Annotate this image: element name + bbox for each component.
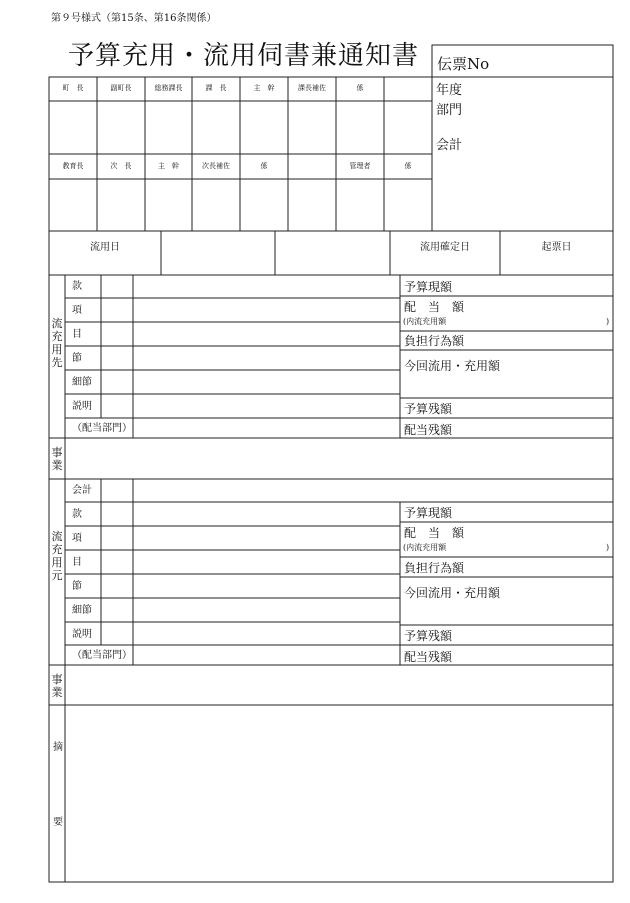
- dest-close-paren: ): [606, 317, 610, 326]
- approval-label: 係: [356, 84, 364, 92]
- dest-row-label: 項: [72, 305, 82, 316]
- approval-label: 教育長: [62, 162, 84, 170]
- approval-label: 主 幹: [253, 84, 275, 92]
- ryuyo-date-label: 流用日: [90, 242, 120, 253]
- src-genkaku: 予算現額: [404, 506, 453, 520]
- approval-label: 次長補佐: [202, 162, 230, 170]
- page-title: 予算充用・流用伺書兼通知書: [68, 41, 420, 71]
- src-row-label: 項: [72, 533, 82, 544]
- dest-futan: 負担行為額: [404, 334, 465, 348]
- approval-label: 主 幹: [158, 162, 179, 170]
- src-row-label: 目: [72, 557, 82, 568]
- src-jigyo-label: 事業: [51, 673, 63, 699]
- src-konkai: 今回流用・充用額: [404, 586, 501, 600]
- src-side-label: 流充用元: [51, 530, 63, 582]
- approval-label: 課長補佐: [298, 84, 326, 92]
- approval-label: 係: [260, 162, 268, 170]
- account-label: 会計: [436, 138, 463, 153]
- dest-haito-bumon: （配当部門）: [72, 423, 132, 434]
- approval-label: 係: [404, 162, 412, 170]
- dest-zangaku: 予算残額: [404, 402, 453, 416]
- src-zangaku: 予算残額: [404, 629, 453, 643]
- dest-row-label: 細節: [72, 377, 92, 388]
- dest-row-label: 目: [72, 329, 82, 340]
- src-row-label: 節: [72, 581, 82, 592]
- src-row-label: 細節: [72, 605, 92, 616]
- dest-uchi: (内流充用額: [403, 317, 447, 326]
- src-futan: 負担行為額: [404, 561, 465, 575]
- kakutei-date-label: 流用確定日: [420, 242, 470, 253]
- dest-row-label: 節: [72, 353, 82, 364]
- dest-jigyo-label: 事業: [51, 446, 63, 472]
- approval-label: 総務課長: [154, 84, 183, 92]
- dept-label: 部門: [436, 103, 463, 118]
- dest-side-label: 流充用先: [51, 317, 63, 369]
- form-number: 第９号様式（第15条、第16条関係）: [51, 13, 217, 24]
- dest-row-label: 説明: [72, 401, 92, 412]
- dest-haito: 配 当 額: [404, 300, 465, 314]
- tekiyo-label-2: 要: [53, 817, 63, 828]
- src-row-label: 会計: [72, 485, 92, 496]
- src-haito: 配 当 額: [404, 526, 465, 540]
- denpyo-no-label: 伝票No: [437, 55, 490, 73]
- approval-label: 副町長: [110, 84, 132, 92]
- approval-label: 管理者: [349, 162, 371, 170]
- src-row-label: 款: [72, 509, 82, 520]
- src-uchi: (内流充用額: [403, 543, 447, 552]
- src-row-label: 説明: [72, 629, 92, 640]
- src-haito-bumon: （配当部門）: [72, 650, 132, 661]
- kihyo-date-label: 起票日: [541, 242, 572, 253]
- src-close-paren: ): [606, 543, 610, 552]
- dest-konkai: 今回流用・充用額: [404, 359, 501, 373]
- dest-haito-zan: 配当残額: [404, 423, 453, 437]
- approval-label: 次 長: [110, 162, 132, 170]
- dest-genkaku: 予算現額: [404, 280, 453, 294]
- year-label: 年度: [436, 83, 463, 98]
- src-haito-zan: 配当残額: [404, 650, 453, 664]
- dest-row-label: 款: [72, 281, 82, 292]
- approval-label: 課 長: [205, 84, 227, 92]
- approval-label: 町 長: [62, 84, 84, 92]
- tekiyo-label-1: 摘: [53, 742, 63, 753]
